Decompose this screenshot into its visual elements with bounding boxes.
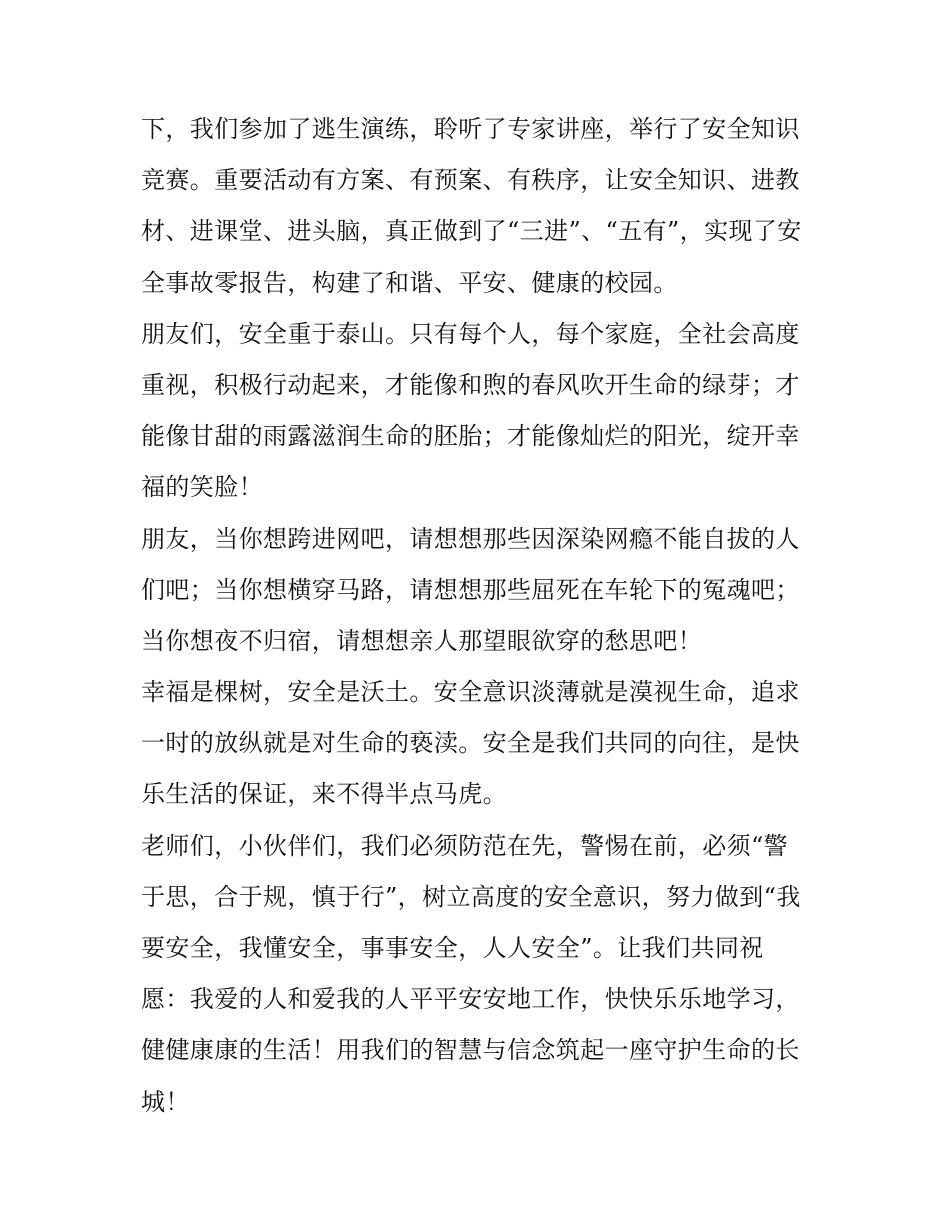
text-line: 一时的放纵就是对生命的亵渎。安全是我们共同的向往，是快 xyxy=(141,729,800,758)
text-line: 全事故零报告，构建了和谐、平安、健康的校园。 xyxy=(141,268,678,297)
text-line: 材、进课堂、进头脑，真正做到了“三进”、“五有”，实现了安 xyxy=(141,217,802,246)
text-line: 福的笑脸！ xyxy=(141,473,263,502)
text-line: 当你想夜不归宿，请想想亲人那望眼欲穿的愁思吧！ xyxy=(141,626,703,655)
text-line: 于思，合于规，慎于行”，树立高度的安全意识，努力做到“我 xyxy=(141,882,801,911)
text-line: 要安全，我懂安全，事事安全，人人安全”。让我们共同祝 xyxy=(141,934,764,962)
text-line: 愿：我爱的人和爱我的人平平安安地工作，快快乐乐地学习， xyxy=(141,985,800,1014)
text-line: 朋友，当你想跨进网吧，请想想那些因深染网瘾不能自拔的人 xyxy=(141,524,800,553)
text-line: 老师们，小伙伴们，我们必须防范在先，警惕在前，必须“警 xyxy=(141,831,789,860)
text-line: 乐生活的保证，来不得半点马虎。 xyxy=(141,780,507,809)
text-line: 健健康康的生活！用我们的智慧与信念筑起一座守护生命的长 xyxy=(141,1036,800,1065)
text-line: 重视，积极行动起来，才能像和煦的春风吹开生命的绿芽；才 xyxy=(141,370,800,399)
text-line: 下，我们参加了逃生演练，聆听了专家讲座，举行了安全知识 xyxy=(141,115,800,143)
text-line: 城！ xyxy=(141,1087,190,1116)
body-text xyxy=(141,104,831,1128)
text-line: 能像甘甜的雨露滋润生命的胚胎；才能像灿烂的阳光，绽开幸 xyxy=(141,422,800,451)
text-line: 们吧；当你想横穿马路，请想想那些屈死在车轮下的冤魂吧； xyxy=(141,575,800,604)
text-line: 幸福是棵树，安全是沃土。安全意识淡薄就是漠视生命，追求 xyxy=(141,678,800,707)
text-line: 朋友们，安全重于泰山。只有每个人，每个家庭，全社会高度 xyxy=(141,319,800,348)
text-line: 竞赛。重要活动有方案、有预案、有秩序，让安全知识、进教 xyxy=(141,166,800,195)
